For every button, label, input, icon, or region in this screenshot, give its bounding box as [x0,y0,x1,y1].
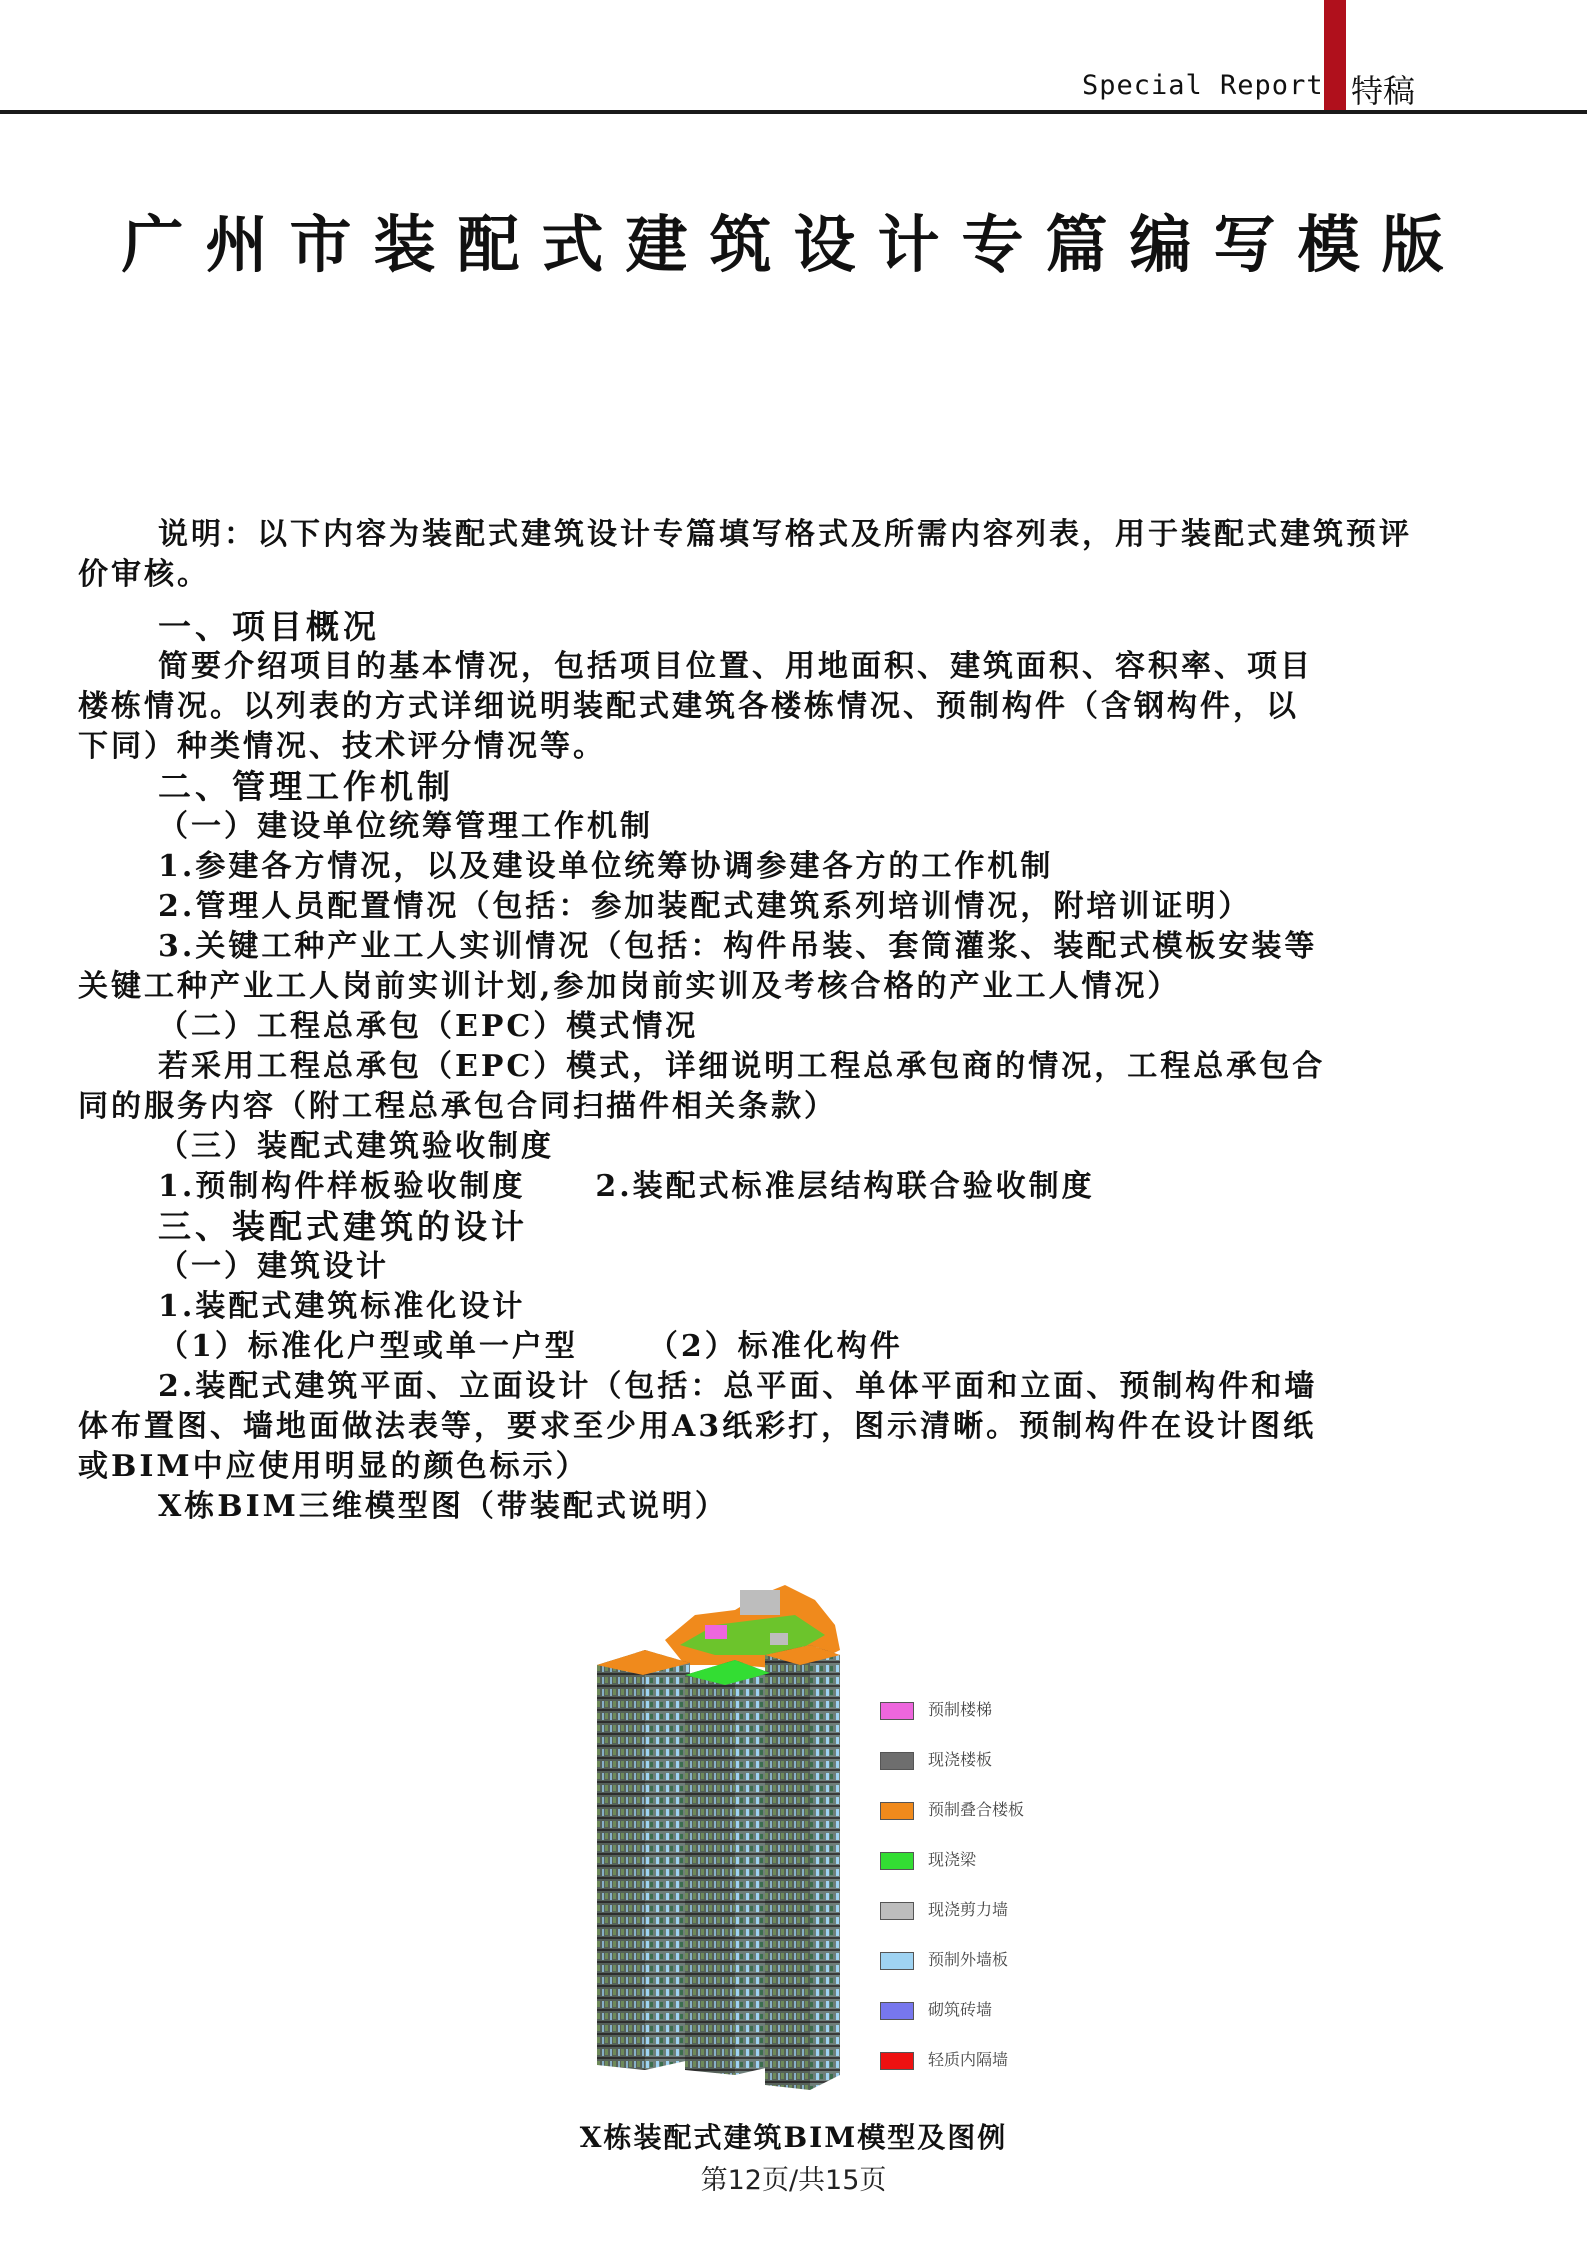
legend-swatch [880,1902,914,1920]
legend-label: 预制叠合楼板 [928,1800,1025,1819]
legend-label: 现浇梁 [928,1850,977,1869]
legend-swatch [880,1802,914,1820]
list-item: 1.参建各方情况，以及建设单位统筹协调参建各方的工作机制 [158,849,1054,884]
legend-label: 预制外墙板 [928,1950,1009,1969]
legend-swatch [880,1752,914,1770]
list-item-row [78,1167,1518,1207]
bim-model-image [585,1555,1105,2095]
figure-label: X栋BIM三维模型图（带装配式说明） [158,1489,728,1524]
list-item: 2.装配式标准层结构联合验收制度 [595,1169,1095,1204]
legend-swatch [880,1702,914,1720]
legend-label: 轻质内隔墙 [928,2050,1009,2069]
paragraph-line: 楼栋情况。以列表的方式详细说明装配式建筑各楼栋情况、预制构件（含钢构件，以 [78,689,1299,724]
legend-label: 现浇剪力墙 [928,1900,1009,1919]
legend-swatch [880,1952,914,1970]
list-item: （1）标准化户型或单一户型 [158,1329,578,1364]
list-item-continuation: 体布置图、墙地面做法表等，要求至少用A3纸彩打，图示清晰。预制构件在设计图纸 [78,1409,1317,1444]
list-item: 2.管理人员配置情况（包括：参加装配式建筑系列培训情况，附培训证明） [158,889,1252,924]
list-item: （2）标准化构件 [647,1329,903,1364]
legend-swatch [880,2002,914,2020]
paragraph-line: 简要介绍项目的基本情况，包括项目位置、用地面积、建筑面积、容积率、项目 [158,649,1313,684]
list-item: 3.关键工种产业工人实训情况（包括：构件吊装、套筒灌浆、装配式模板安装等 [158,929,1318,964]
page-number: 第12页/共15页 [700,2165,887,2196]
section-heading: 一、项目概况 [158,607,380,646]
header-chinese-label: 特稿 [1351,72,1416,110]
page-title: 广州市装配式建筑设计专篇编写模版 [121,208,1466,281]
list-item: 1.预制构件样板验收制度 [158,1169,526,1204]
paragraph-line: 下同）种类情况、技术评分情况等。 [78,729,606,764]
header-red-bar [1324,0,1346,112]
section-heading: 三、装配式建筑的设计 [158,1207,528,1246]
intro-line: 说明：以下内容为装配式建筑设计专篇填写格式及所需内容列表，用于装配式建筑预评 [158,517,1412,552]
subsection-heading: （一）建筑设计 [158,1249,389,1284]
document-body [78,515,1518,1527]
paragraph-line: 同的服务内容（附工程总承包合同扫描件相关条款） [78,1089,837,1124]
header-rule [0,110,1587,114]
list-item: 2.装配式建筑平面、立面设计（包括：总平面、单体平面和立面、预制构件和墙 [158,1369,1318,1404]
list-item-continuation: 关键工种产业工人岗前实训计划,参加岗前实训及考核合格的产业工人情况） [78,969,1181,1004]
tower-model [597,1585,840,2090]
paragraph-line: 若采用工程总承包（EPC）模式，详细说明工程总承包商的情况，工程总承包合 [158,1049,1326,1084]
header-english-label: Special Report [1082,70,1324,101]
intro-line: 价审核。 [78,557,210,592]
subsection-heading: （一）建设单位统筹管理工作机制 [158,809,653,844]
legend-label: 预制楼梯 [928,1700,993,1719]
legend-label: 砌筑砖墙 [928,2000,993,2019]
legend-swatch [880,1852,914,1870]
list-item-row [78,1327,1518,1367]
list-item: 1.装配式建筑标准化设计 [158,1289,526,1324]
subsection-heading: （三）装配式建筑验收制度 [158,1129,554,1164]
figure-caption: X栋装配式建筑BIM模型及图例 [579,2121,1008,2154]
section-heading: 二、管理工作机制 [158,767,454,806]
legend-swatch [880,2052,914,2070]
legend-label: 现浇楼板 [928,1750,993,1769]
list-item-continuation: 或BIM中应使用明显的颜色标示） [78,1449,589,1484]
subsection-heading: （二）工程总承包（EPC）模式情况 [158,1009,699,1044]
